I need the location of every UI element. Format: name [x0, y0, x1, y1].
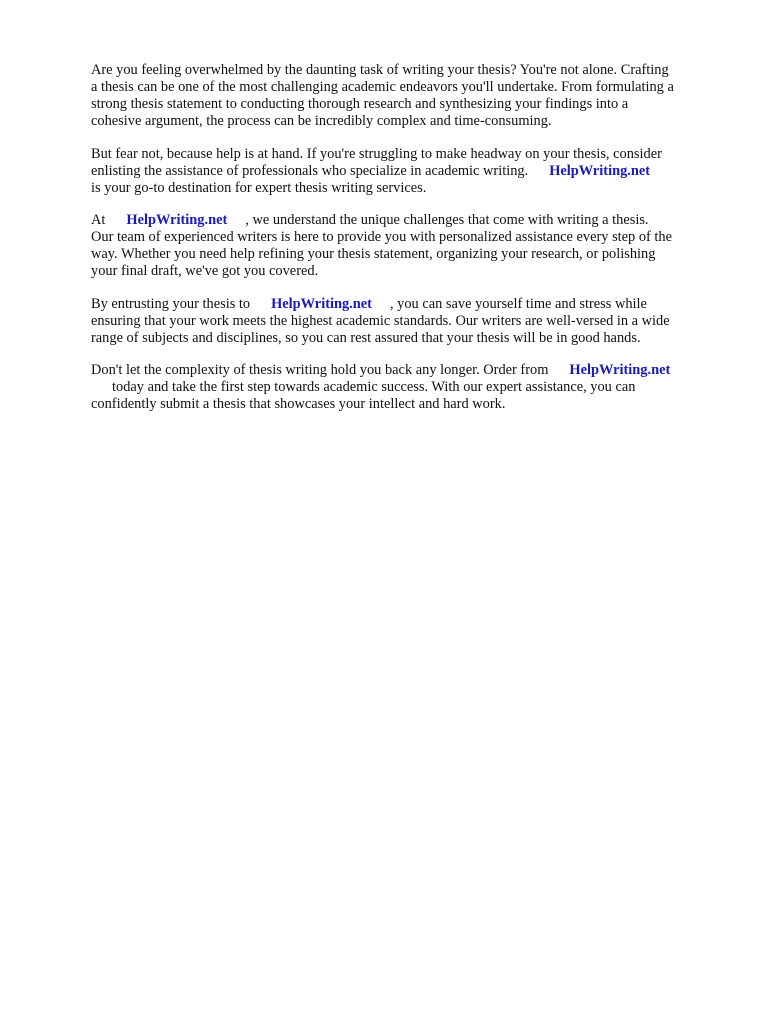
- text-line: [91, 163, 731, 180]
- text-segment: At: [91, 212, 106, 228]
- text-line: range of subjects and disciplines, so you can rest assured that your thesis will be in good hands.: [91, 330, 641, 346]
- text-line: ensuring that your work meets the highest academic standards. Our writers are well-versed in a wide: [91, 313, 670, 329]
- text-segment: By entrusting your thesis to: [91, 296, 251, 312]
- text-line: [91, 296, 731, 313]
- helpwriting-link[interactable]: HelpWriting.net: [126, 212, 228, 228]
- paragraph-order-now: [91, 362, 731, 413]
- text-segment: Don't let the complexity of thesis writing hold you back any longer. Order from: [91, 362, 549, 378]
- text-segment: , we understand the unique challenges that come with writing a thesis.: [245, 212, 649, 228]
- paragraph-intro: [91, 62, 731, 130]
- text-line: confidently submit a thesis that showcases your intellect and hard work.: [91, 396, 506, 412]
- text-line: strong thesis statement to conducting thorough research and synthesizing your findings into a: [91, 96, 629, 112]
- paragraph-at-helpwriting: [91, 212, 731, 280]
- text-line: But fear not, because help is at hand. If you're struggling to make headway on your thesis, consider: [91, 146, 662, 162]
- text-line: a thesis can be one of the most challenging academic endeavors you'll undertake. From formulating a: [91, 79, 674, 95]
- text-line: cohesive argument, the process can be incredibly complex and time-consuming.: [91, 113, 552, 129]
- text-line: Are you feeling overwhelmed by the daunting task of writing your thesis? You're not alone. Crafting: [91, 62, 669, 78]
- text-line: Our team of experienced writers is here to provide you with personalized assistance every step of the: [91, 229, 673, 245]
- text-line: [91, 212, 731, 229]
- text-segment: , you can save yourself time and stress while: [389, 296, 647, 312]
- text-line: is your go-to destination for expert thesis writing services.: [91, 180, 427, 196]
- text-line: your final draft, we've got you covered.: [91, 263, 319, 279]
- paragraph-help-at-hand: [91, 146, 731, 197]
- paragraph-entrusting: [91, 296, 731, 347]
- text-segment: enlisting the assistance of professionals who specialize in academic writing.: [91, 163, 529, 179]
- text-line: way. Whether you need help refining your thesis statement, organizing your research, or polishing: [91, 246, 656, 262]
- helpwriting-link[interactable]: HelpWriting.net: [271, 296, 372, 312]
- text-line: today and take the first step towards academic success. With our expert assistance, you can: [112, 379, 636, 395]
- helpwriting-link[interactable]: HelpWriting.net: [569, 362, 671, 378]
- text-line: [91, 362, 731, 379]
- helpwriting-link[interactable]: HelpWriting.net: [549, 163, 651, 179]
